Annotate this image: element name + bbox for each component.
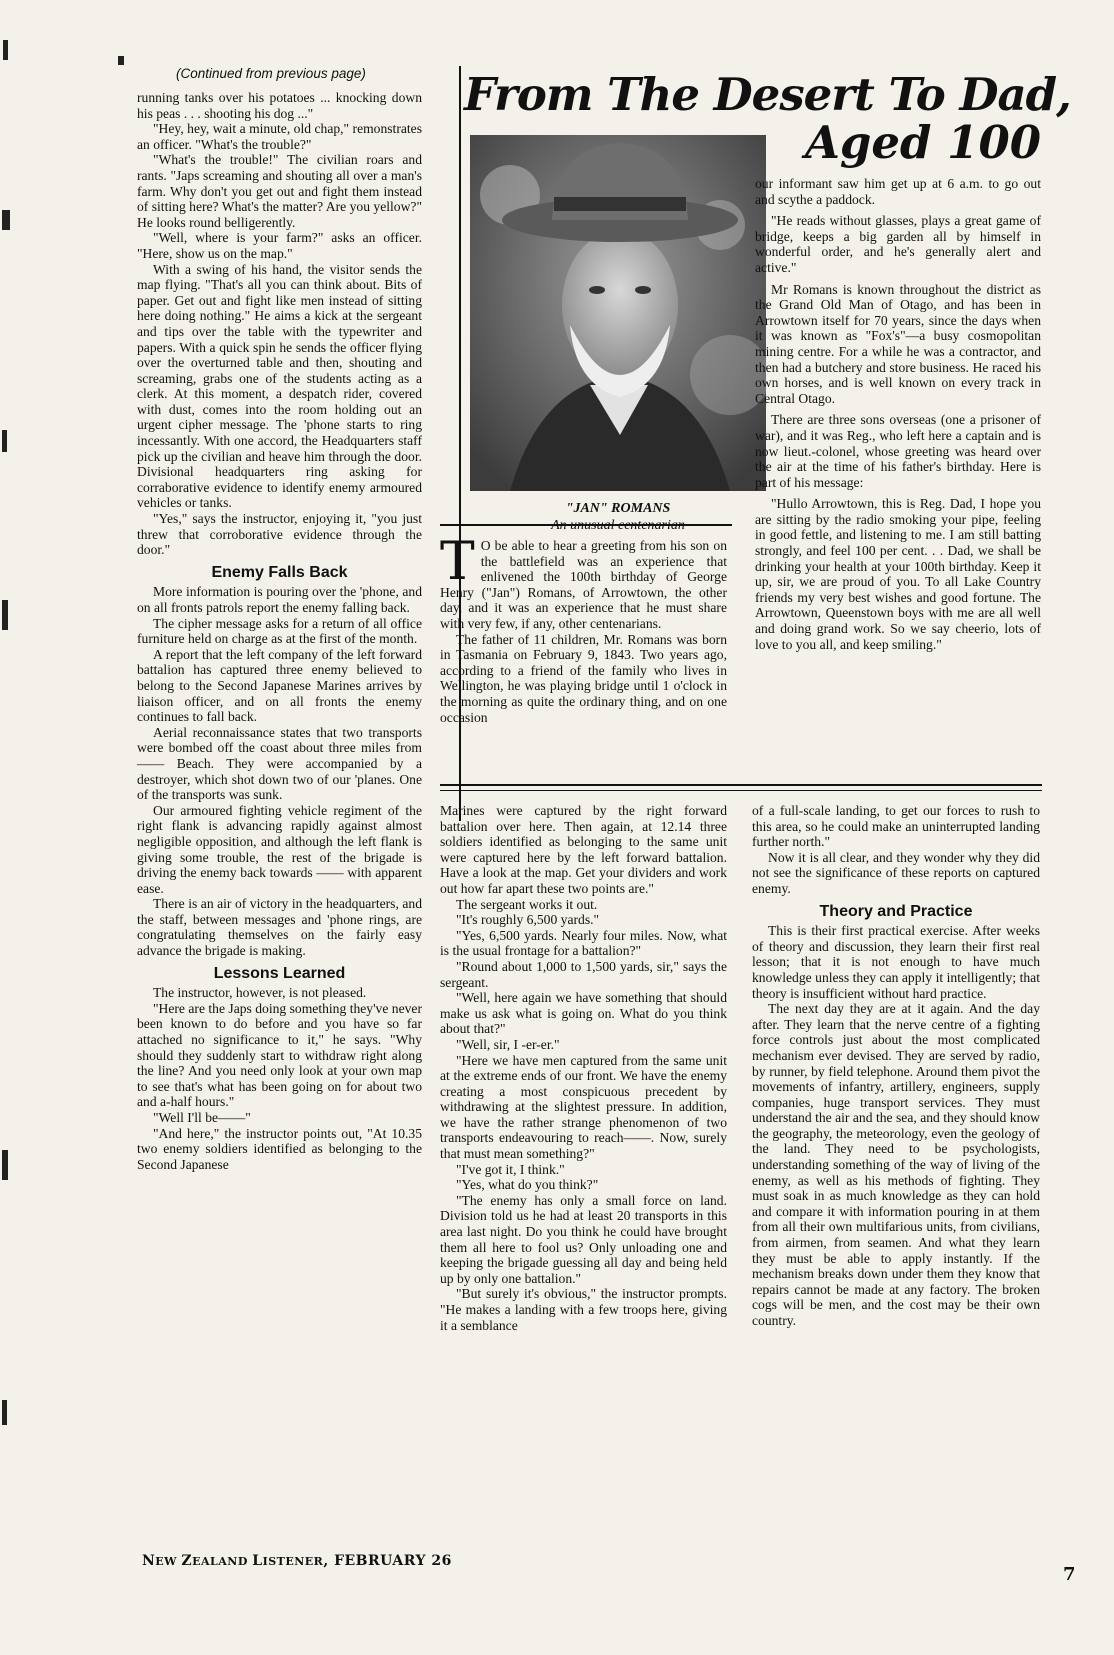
footer-part: L: [252, 1553, 263, 1569]
paragraph: Our armoured fighting vehicle regiment of the right flank is advancing rapidly against almost negligible opposition, and although the left flank is giving some trouble, the rest of the brigade is driving the enemy back towards —— with apparent ease.: [137, 802, 422, 896]
column-left: [137, 90, 422, 1172]
paragraph: our informant saw him get up at 6 a.m. to go out and scythe a paddock.: [755, 176, 1041, 207]
headline-line-2: Aged 100: [805, 116, 1042, 169]
column-middle-bottom: [440, 803, 727, 1333]
paragraph: The instructor, however, is not pleased.: [153, 985, 367, 1001]
article-bottom-rule: [440, 784, 1042, 786]
footer-publication: [142, 1553, 452, 1569]
paragraph: "Here are the Japs doing something they've never been known to do before and you have so far attached no significance to it," he says. "Why should they suddenly start to withdraw right along the line? And you need only look at your own map to see that's what has been going on for about two and a-half hours.": [137, 1000, 422, 1110]
paragraph: The cipher message asks for a return of all office furniture held on charge as at the first of the month.: [137, 615, 422, 647]
article-bottom-rule-2: [440, 790, 1042, 791]
paragraph: "Round about 1,000 to 1,500 yards, sir," says the sergeant.: [440, 958, 727, 990]
lead-text: O be able to hear a greeting from his son on the battlefield was an experience that enlivened the 100th birthday of George Henry ("Jan") Romans, of Arrowtown, the other day, and it was an experience that he must share with very few, if any, other centenarians.: [440, 538, 727, 631]
paragraph: "Yes, what do you think?": [456, 1177, 599, 1193]
paragraph: "Hey, hey, wait a minute, old chap," remonstrates an officer. "What's the trouble?": [137, 121, 422, 152]
paragraph: running tanks over his potatoes ... knocking down his peas . . . shooting his dog ...": [137, 90, 422, 121]
paragraph: The father of 11 children, Mr. Romans was born in Tasmania on February 9, 1843. Two years ago, according to a friend of the family who lives in Wellington, he was playing bridge until 1 o'clock in the morning as quite the ordinary thing, and on one occasion: [440, 631, 727, 725]
paragraph: "Well I'll be——": [153, 1110, 251, 1125]
page-number: 7: [1063, 1564, 1076, 1585]
paragraph: "Yes, 6,500 yards. Nearly four miles. Now, what is the usual frontage for a battalion?": [440, 927, 727, 959]
paragraph: of a full-scale landing, to get our forces to rush to this area, so he could make an uninterrupted landing further north.": [752, 803, 1040, 850]
paragraph: "And here," the instructor points out, "At 10.35 two enemy soldiers identified as belonging to the Second Japanese: [137, 1125, 422, 1172]
paragraph: "Here we have men captured from the same unit at the extreme ends of our front. We have the enemy creating a most conspicuous precedent by withdrawing at the slightest pressure. In addition, we have the rather strange phenomenon of two transports endeavouring to reach——. Now, surely that must mean something?": [440, 1052, 727, 1162]
caption-name: "JAN" ROMANS: [565, 501, 671, 516]
paragraph: There is an air of victory in the headquarters, and the staff, between messages and 'phone rings, are congratulating themselves on the fairly easy advance the brigade is making.: [137, 896, 422, 959]
col1-paras2: [137, 584, 422, 958]
footer-part: EW: [155, 1555, 182, 1568]
paragraph: "It's roughly 6,500 yards.": [456, 912, 600, 928]
paragraph: Mr Romans is known throughout the district as the Grand Old Man of Otago, and has been in Arrowtown itself for 70 years, since the days when it was known as "Fox's"—a busy cosmopolitan mining centre. For a while he was a contractor, and then had a butchery and store business. He raced his own horses, and is well known on every track in Central Otago.: [755, 281, 1041, 406]
subheading-enemy-falls-back: Enemy Falls Back: [211, 563, 348, 581]
paragraph: More information is pouring over the 'phone, and on all fronts patrols report the enemy falling back.: [137, 584, 422, 615]
scan-speck: [2, 1400, 7, 1425]
footer-part: N: [142, 1553, 156, 1569]
column-right-top: [755, 176, 1041, 652]
headline-line-1: From The Desert To Dad,: [464, 68, 1071, 121]
scan-speck: [2, 430, 7, 452]
paragraph: "Well, sir, I -er-er.": [456, 1036, 560, 1052]
paragraph: Marines were captured by the right forward battalion over here. Then again, at 12.14 three soldiers identified as belonging to the same unit were captured here by the left forward battalion. Have a look at the map. Get your dividers and work out how far apart these two points are.": [440, 803, 727, 896]
paragraph: The next day they are at it again. And the day after. They learn that the nerve centre of a fighting force controls just about the most complicated mechanism ever devised. They are served by radio, by runner, by field telephone. Around them pivot the movements of infantry, artillery, engineers, supply companies, huge transport services. They must understand the air and the sea, and they should know the geography, the meteorology, even the geology of the land. They need to be psychologists, understanding something of the way of living of the enemy, as well as his methods of fighting. They must soak in as much knowledge as they can hold and compare it with information pouring in at them from all their own multifarious units, from civilians, from airmen, from seamen. And what they learn they must be able to apply instantly. If the mechanism breaks down under them they know that repairs cannot be made at any factory. The broken cogs will be men, and the cost may be their own country.: [752, 1001, 1040, 1328]
scan-speck: [2, 600, 8, 630]
scan-speck: [2, 210, 10, 230]
scan-speck: [118, 56, 124, 65]
lead-paragraph: [440, 532, 727, 632]
subheading-lessons-learned: Lessons Learned: [213, 964, 346, 982]
subheading-theory-and-practice: Theory and Practice: [819, 902, 973, 920]
paragraph: Now it is all clear, and they wonder why they did not see the significance of these reports on captured enemy.: [752, 849, 1040, 896]
photo-caption: [470, 500, 766, 534]
footer-part: ISTENER: [262, 1555, 324, 1568]
paragraph: "The enemy has only a small force on land. Division told us he had at least 20 transports in this area last night. Do you think he could have brought them all here to fool us? Only unloading one and keeping the brigade guessing all day and being held up by only one battalion.": [440, 1192, 727, 1286]
paragraph: The sergeant works it out.: [456, 896, 598, 912]
paragraph: This is their first practical exercise. After weeks of theory and discussion, they learn their first real lesson; that it is not enough to have much knowledge unless they can apply it intelligently; that theory is insufficient without hard practice.: [752, 923, 1040, 1001]
portrait-photo: [470, 135, 766, 491]
paragraph: "Yes," says the instructor, enjoying it, "you just threw that corroborative evidence through the door.": [137, 511, 422, 558]
paragraph: "He reads without glasses, plays a great game of bridge, keeps a big garden all by himself in wonderful order, and he's generally alert and active.": [755, 213, 1041, 275]
column-right-bottom: [752, 803, 1040, 1329]
paragraph: "Well, where is your farm?" asks an officer. "Here, show us on the map.": [137, 230, 422, 261]
paragraph: "Well, here again we have something that should make us ask what is going on. What do you think about that?": [440, 990, 727, 1037]
col1-paras3: [137, 985, 422, 1172]
rule-under-caption: [440, 524, 732, 526]
scan-speck: [3, 40, 8, 60]
paragraph: "But surely it's obvious," the instructor prompts. "He makes a landing with a few troops here, giving it a semblance: [440, 1286, 727, 1333]
portrait-illustration: [470, 135, 766, 491]
paragraph: Aerial reconnaissance states that two transports were bombed off the coast about three miles from —— Beach. They were accompanied by a destroyer, which shot down two of our 'planes. One of the transports was sunk.: [137, 724, 422, 803]
paragraph: "What's the trouble!" The civilian roars and rants. "Japs screaming and shouting all over a man's farm. Why don't you get out and fight them instead of sitting here? What's the matter? Are you yellow?" He looks round belligerently.: [137, 152, 422, 230]
footer-part: EALAND: [192, 1555, 253, 1568]
paragraph: With a swing of his hand, the visitor sends the map flying. "That's all you can think about. Bits of paper. Get out and fight like men instead of sitting here doing nothing." He aims a kick at the sergeant and tips over the table with the typewriter and papers. With a quick spin he sends the officer flying over the overturned table and then, shouting and screaming, grabs one of the students acting as a clerk. At this moment, a despatch rider, covered with dust, comes into the room holding out an urgent cipher message. The 'phone starts to ring incessantly. With one accord, the Headquarters staff pick up the civilian and heave him through the door. Divisional headquarters ring asking for corraborative evidence to identify enemy armoured vehicles or tanks.: [137, 261, 422, 511]
paragraph: "I've got it, I think.": [456, 1161, 565, 1177]
paragraph: There are three sons overseas (one a prisoner of war), and it was Reg., who left here a captain and is now lieut.-colonel, whose greeting was heard over the air at the time of his father's birthday. Here is part of his message:: [755, 412, 1041, 490]
column-middle-top: [440, 532, 727, 725]
continued-note: (Continued from previous page): [176, 66, 366, 81]
col1-paras1: [137, 90, 422, 558]
paragraph: "Hullo Arrowtown, this is Reg. Dad, I hope you are sitting by the radio smoking your pipe, feeling in good fettle, and listening to me. I am still batting strongly, and feel 100 per cent. . . Dad, we shall be drinking your health at your 100th birthday. Keep it up, sir, we are proud of you. To all Lake Country friends my very best wishes and good fortune. The Arrowtown, Queenstown boys with me are all well and doing grand work. So we say cheerio, lots of love to you all, and keep smiling.": [755, 496, 1041, 652]
footer-date: , FEBRUARY 26: [323, 1553, 452, 1569]
paragraph: A report that the left company of the left forward battalion has captured three enemy believed to belong to the Second Japanese Marines arrives by liaison officer, and on all fronts the enemy continues to fall back.: [137, 646, 422, 725]
footer-part: Z: [181, 1553, 193, 1569]
drop-cap: T: [440, 532, 475, 592]
scan-speck: [2, 1150, 8, 1180]
